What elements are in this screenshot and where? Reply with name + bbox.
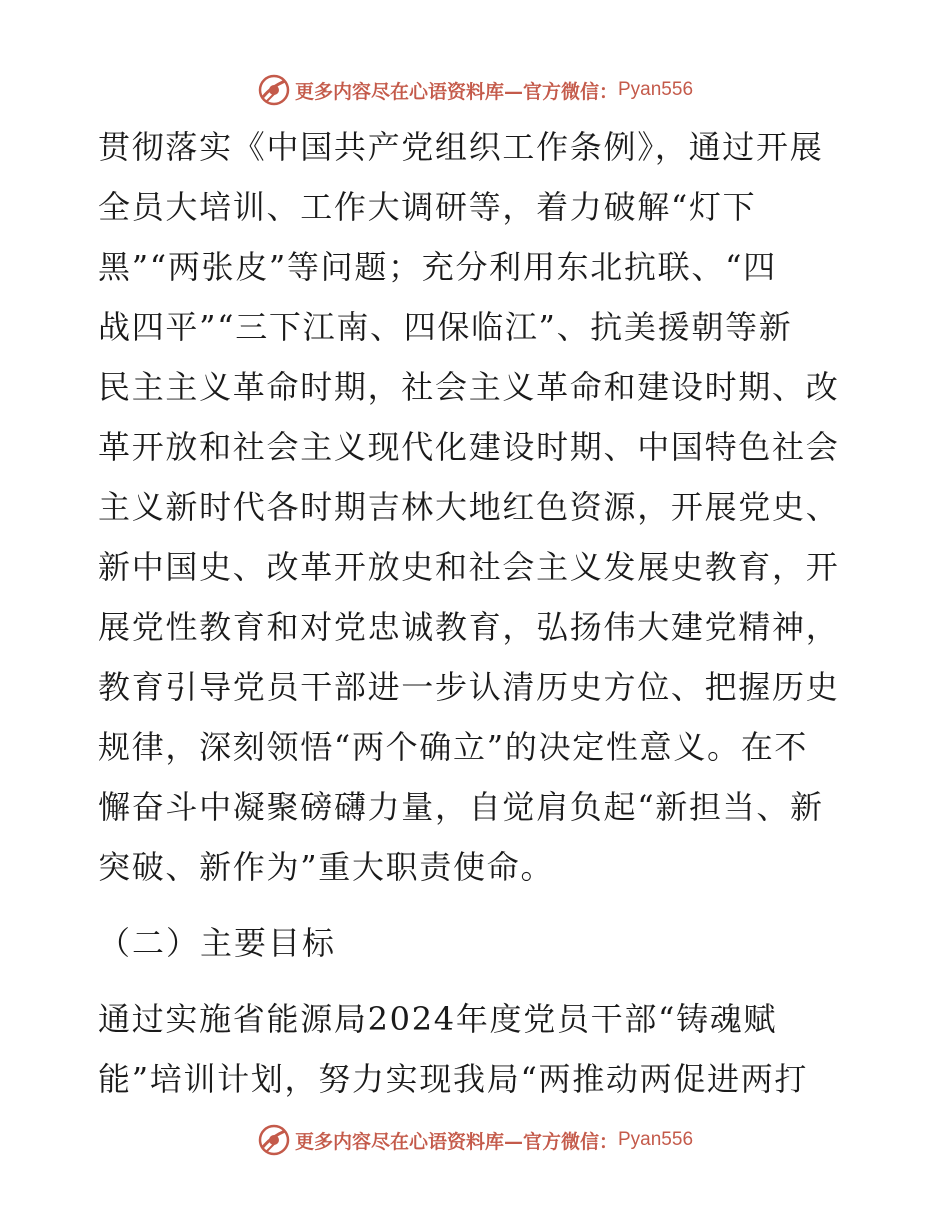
seal-logo-icon [257,1123,291,1157]
text-line: 革开放和社会主义现代化建设时期、中国特色社会 [98,428,840,466]
text-line: 全员大培训、工作大调研等，着力破解“灯下 [98,188,757,226]
text-line: 民主主义革命时期，社会主义革命和建设时期、改 [98,368,840,406]
text-line: 能”培训计划，努力实现我局“两推动两促进两打 [98,1060,809,1098]
footer-banner [0,1120,950,1160]
banner-wechat-id: Pyan556 [618,1129,694,1150]
paragraph-2 [98,989,850,1109]
text-line: 主义新时代各时期吉林大地红色资源，开展党史、 [98,488,840,526]
text-line: 通过实施省能源局2024年度党员干部“铸魂赋 [98,1000,778,1038]
header-banner [0,70,950,110]
text-line: 规律，深刻领悟“两个确立”的决定性意义。在不 [98,728,809,766]
text-line: 教育引导党员干部进一步认清历史方位、把握历史 [98,668,840,706]
section-heading: （二）主要目标 [98,924,337,962]
document-body [98,117,850,1109]
banner-wechat-id: Pyan556 [618,79,694,100]
paragraph-1 [98,117,850,897]
banner-text: 更多内容尽在心语资料库—官方微信： [294,80,618,103]
text-line: 展党性教育和对党忠诚教育，弘扬伟大建党精神， [98,608,840,646]
text-line: 突破、新作为”重大职责使命。 [98,848,555,886]
text-line: 懈奋斗中凝聚磅礴力量，自觉肩负起“新担当、新 [98,788,824,826]
banner-text: 更多内容尽在心语资料库—官方微信： [294,1130,618,1153]
seal-logo-icon [257,73,291,107]
text-line: 战四平”“三下江南、四保临江”、抗美援朝等新 [98,308,793,346]
text-line: 黑”“两张皮”等问题；充分利用东北抗联、“四 [98,248,777,286]
text-line: 贯彻落实《中国共产党组织工作条例》，通过开展 [98,128,824,166]
text-line: 新中国史、改革开放史和社会主义发展史教育，开 [98,548,840,586]
